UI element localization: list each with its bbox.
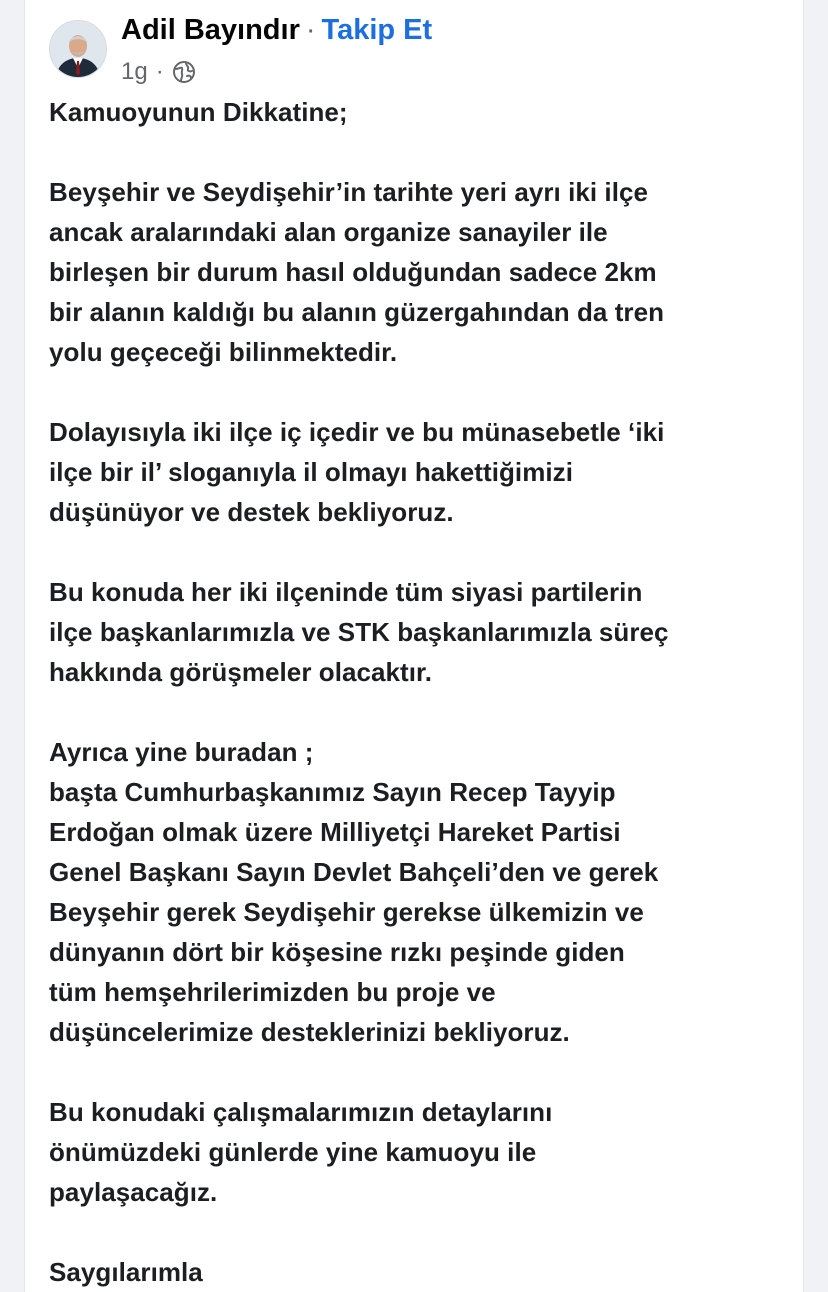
post-text-line: Genel Başkanı Sayın Devlet Bahçeli’den ve gerek xyxy=(49,857,659,887)
post-header xyxy=(121,10,432,50)
post-timestamp[interactable]: 1g xyxy=(121,58,148,85)
paragraph-gap xyxy=(49,132,789,172)
post-text-line: düşünüyor ve destek bekliyoruz. xyxy=(49,497,454,527)
post-text-line: Saygılarımla xyxy=(49,1257,203,1287)
meta-separator: · xyxy=(155,58,164,85)
post-text-line: Kamuoyunun Dikkatine; xyxy=(49,97,348,127)
paragraph-gap xyxy=(49,532,789,572)
post-text-line: hakkında görüşmeler olacaktır. xyxy=(49,657,432,687)
post-card xyxy=(24,0,804,1292)
post-text-line: yolu geçeceği bilinmektedir. xyxy=(49,337,398,367)
post-text-line: ancak aralarındaki alan organize sanayiler ile xyxy=(49,217,608,247)
post-text-line: bir alanın kaldığı bu alanın güzergahından da tren xyxy=(49,297,665,327)
post-text-line: Erdoğan olmak üzere Milliyetçi Hareket Partisi xyxy=(49,817,621,847)
post-text-line: birleşen bir durum hasıl olduğundan sadece 2km xyxy=(49,257,657,287)
author-avatar[interactable] xyxy=(49,20,107,78)
paragraph-gap xyxy=(49,372,789,412)
post-text-line: başta Cumhurbaşkanımız Sayın Recep Tayyip xyxy=(49,777,616,807)
post-text-line: paylaşacağız. xyxy=(49,1177,218,1207)
follow-button[interactable]: Takip Et xyxy=(321,14,433,46)
paragraph-gap xyxy=(49,1212,789,1252)
post-text-line: dünyanın dört bir köşesine rızkı peşinde giden xyxy=(49,937,625,967)
paragraph-gap xyxy=(49,1052,789,1092)
post-text-line: ilçe başkanlarımızla ve STK başkanlarımızla süreç xyxy=(49,617,669,647)
author-name[interactable]: Adil Bayındır xyxy=(121,14,300,46)
post-text xyxy=(49,92,789,1292)
post-text-line: ilçe bir il’ sloganıyla il olmayı hakettiğimizi xyxy=(49,457,573,487)
post-text-line: Bu konuda her iki ilçeninde tüm siyasi partilerin xyxy=(49,577,643,607)
header-separator: · xyxy=(305,14,316,46)
post-text-line: Beyşehir gerek Seydişehir gerekse ülkemizin ve xyxy=(49,897,644,927)
post-text-line: Bu konudaki çalışmalarımızın detaylarını xyxy=(49,1097,553,1127)
post-text-line: Dolayısıyla iki ilçe iç içedir ve bu münasebetle ‘iki xyxy=(49,417,665,447)
post-meta xyxy=(121,56,196,88)
profile-photo xyxy=(50,21,106,77)
globe-icon[interactable] xyxy=(172,60,196,84)
post-text-line: Ayrıca yine buradan ; xyxy=(49,737,314,767)
post-text-line: Beyşehir ve Seydişehir’in tarihte yeri ayrı iki ilçe xyxy=(49,177,648,207)
post-text-line: tüm hemşehrilerimizden bu proje ve xyxy=(49,977,496,1007)
post-text-line: düşüncelerimize desteklerinizi bekliyoruz. xyxy=(49,1017,570,1047)
post-text-line: önümüzdeki günlerde yine kamuoyu ile xyxy=(49,1137,537,1167)
paragraph-gap xyxy=(49,692,789,732)
